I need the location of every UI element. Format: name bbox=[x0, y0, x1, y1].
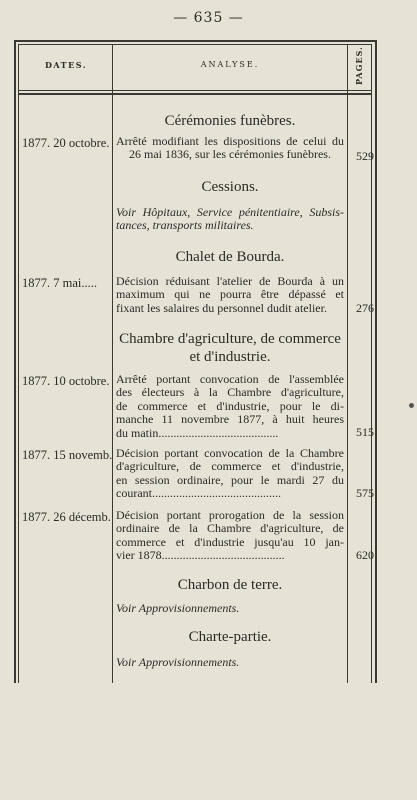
column-header-analyse: ANALYSE. bbox=[200, 60, 260, 69]
see-also-line: Voir Hôpitaux, Service pénitentiaire, Subsis- bbox=[116, 206, 344, 219]
analysis-line: d'agriculture, de commerce et d'industrie, bbox=[116, 460, 344, 474]
left-rule bbox=[14, 40, 16, 683]
analysis-line: de commerce et d'industrie, pour le di- bbox=[116, 399, 344, 413]
see-also-line: Voir Approvisionnements. bbox=[116, 602, 240, 615]
see-also bbox=[116, 656, 344, 669]
analysis-line: des électeurs à la Chambre d'agriculture, bbox=[116, 386, 344, 400]
page-ref: 515 bbox=[356, 425, 374, 439]
section-title-line: Chambre d'agriculture, de commerce bbox=[119, 331, 341, 347]
section-title: Charbon de terre. bbox=[177, 577, 283, 593]
column-header-pages: PAGES. bbox=[354, 46, 364, 86]
analysis-line: Arrêté modifiant les dispositions de celui du bbox=[116, 135, 344, 148]
page-ref: 620 bbox=[356, 548, 374, 562]
analysis-line: commerce et d'industrie jusqu'au 10 jan- bbox=[116, 535, 344, 549]
entry-date: 1877. 26 décemb. bbox=[22, 510, 111, 524]
dates-divider bbox=[112, 44, 113, 683]
column-header-dates: DATES. bbox=[44, 60, 88, 70]
analysis-line: du matin........................................ bbox=[116, 426, 279, 440]
analysis-line: vier 1878......................................... bbox=[116, 549, 285, 563]
section-title: Cessions. bbox=[201, 179, 259, 195]
analysis-line: en session ordinaire, pour le mardi 27 du bbox=[116, 473, 344, 487]
entry-date: 1877. 7 mai..... bbox=[22, 276, 97, 290]
top-rule-inner bbox=[18, 44, 372, 45]
see-also-line: tances, transports militaires. bbox=[116, 219, 254, 233]
see-also bbox=[116, 206, 344, 233]
analysis-line: maximum qui ne pourra être dépassé et bbox=[116, 288, 344, 302]
analysis-line: Décision réduisant l'atelier de Bourda à un bbox=[116, 275, 344, 288]
entry-analysis bbox=[116, 447, 344, 501]
entry-date: 1877. 20 octobre. bbox=[22, 136, 110, 150]
analysis-line: Arrêté portant convocation de l'assemblée bbox=[116, 373, 344, 386]
right-rule bbox=[375, 40, 377, 683]
left-rule-inner bbox=[18, 44, 19, 683]
analysis-line: ordinaire de la Chambre d'agriculture, de bbox=[116, 522, 344, 536]
section-title bbox=[114, 330, 346, 366]
entry-analysis bbox=[116, 135, 344, 162]
pages-divider bbox=[347, 44, 348, 683]
entry-analysis bbox=[116, 373, 344, 440]
analysis-line: Décision portant convocation de la Chambre bbox=[116, 447, 344, 460]
page-ref: 575 bbox=[356, 486, 374, 500]
right-rule-inner bbox=[371, 44, 372, 683]
section-title: Charte-partie. bbox=[188, 629, 272, 645]
ink-dot bbox=[409, 403, 414, 408]
analysis-line: manche 11 novembre 1877, à huit heures bbox=[116, 413, 344, 427]
entry-date: 1877. 15 novemb. bbox=[22, 448, 113, 462]
entry-analysis bbox=[116, 509, 344, 563]
page-number: — 635 — bbox=[173, 10, 244, 26]
section-title: Chalet de Bourda. bbox=[175, 249, 285, 265]
analysis-line: Décision portant prorogation de la session bbox=[116, 509, 344, 522]
section-title: Cérémonies funèbres. bbox=[164, 113, 296, 129]
analysis-line: courant........................................... bbox=[116, 487, 281, 501]
page-ref: 529 bbox=[356, 149, 374, 163]
entry-analysis bbox=[116, 275, 344, 315]
entry-date: 1877. 10 octobre. bbox=[22, 374, 110, 388]
see-also bbox=[116, 602, 344, 615]
page-ref: 276 bbox=[356, 301, 374, 315]
analysis-line: 26 mai 1836, sur les cérémonies funèbres. bbox=[129, 148, 331, 162]
see-also-line: Voir Approvisionnements. bbox=[116, 656, 240, 669]
top-rule bbox=[14, 40, 376, 42]
section-title-line: et d'industrie. bbox=[189, 349, 271, 365]
analysis-line: fixant les salaires du personnel dudit atelier. bbox=[116, 301, 327, 315]
